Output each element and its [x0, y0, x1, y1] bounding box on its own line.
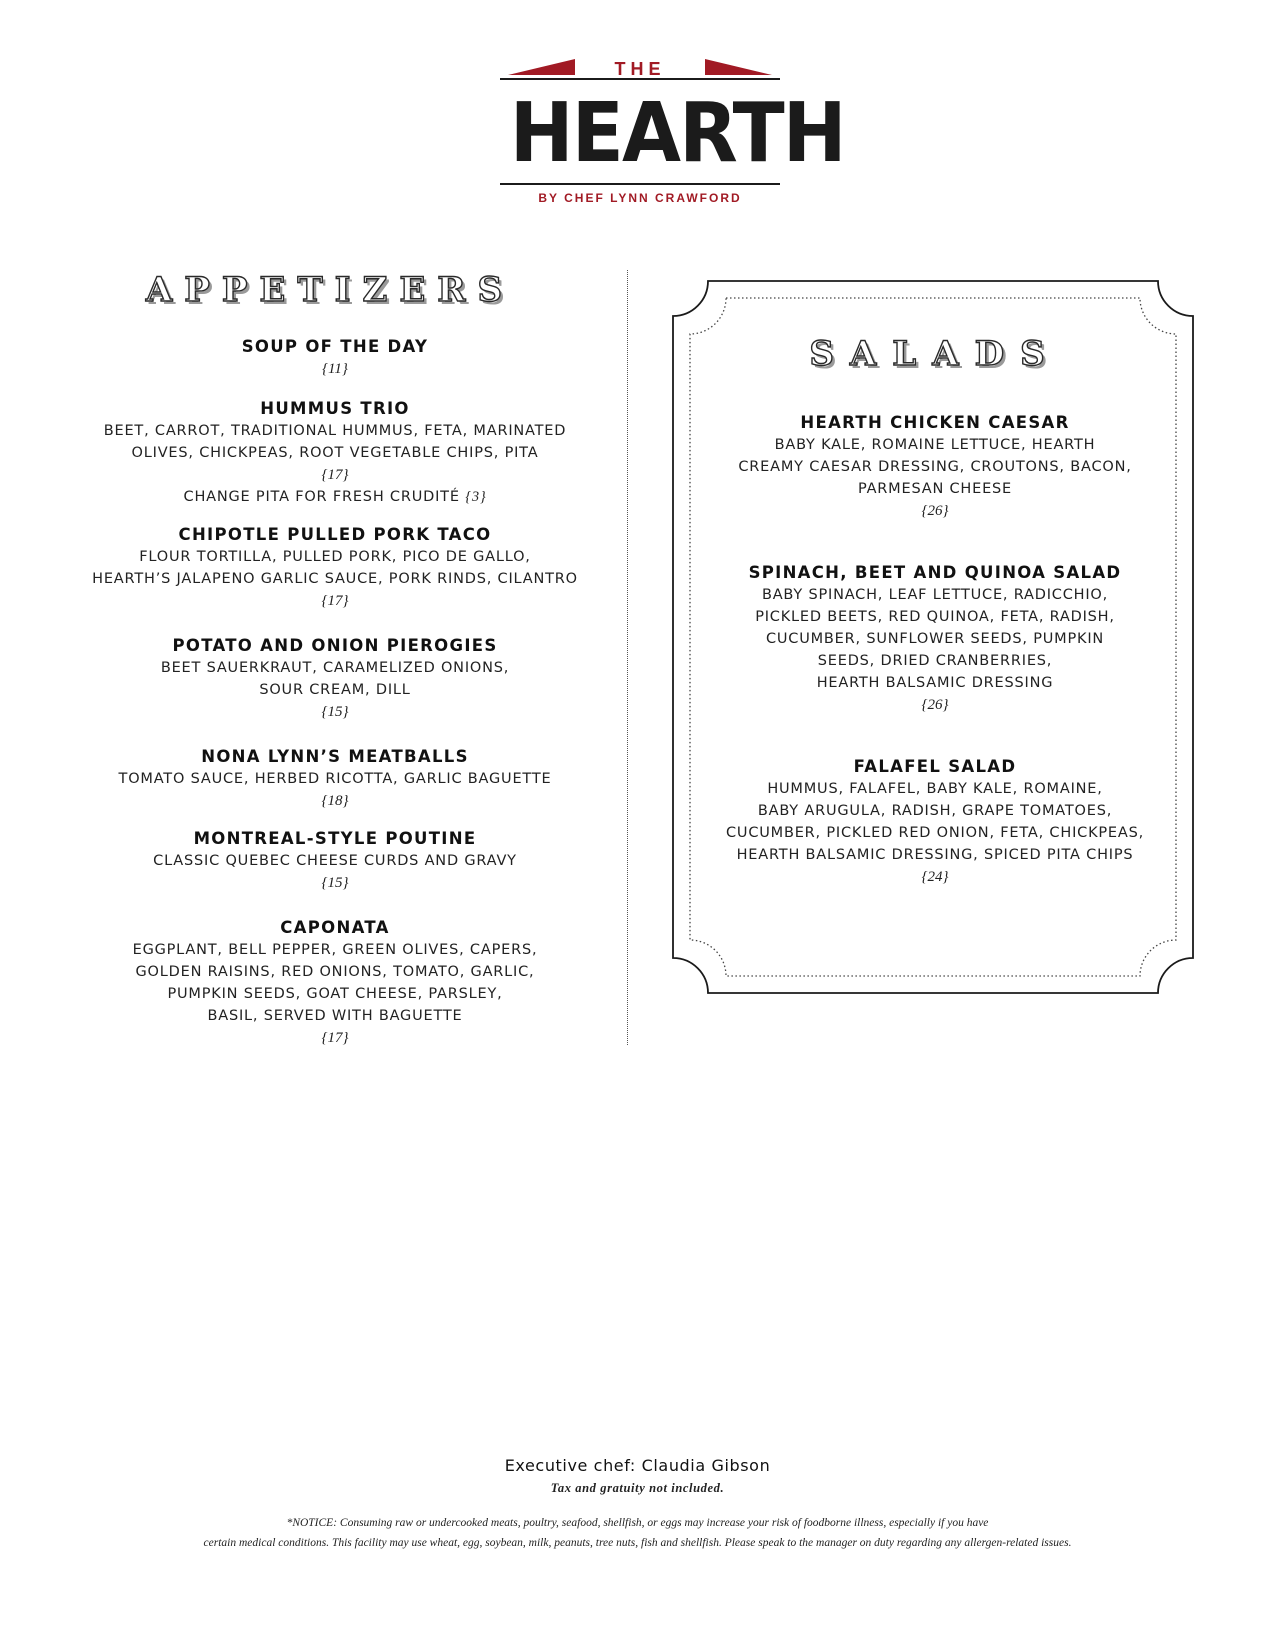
item-price: {11} — [322, 361, 348, 377]
item-description: FLOUR TORTILLA, PULLED PORK, PICO DE GALLO, HEARTH’S JALAPENO GARLIC SAUCE, PORK RINDS, CILANTRO — [92, 549, 578, 587]
item-price: {17} — [321, 1030, 349, 1046]
item-name: FALAFEL SALAD — [853, 757, 1017, 776]
menu-item — [40, 524, 630, 612]
item-name: POTATO AND ONION PIEROGIES — [172, 636, 498, 655]
item-price: {18} — [321, 793, 349, 809]
addon-price: {3} — [465, 489, 487, 505]
item-name: MONTREAL-STYLE POUTINE — [193, 829, 477, 848]
logo-the-text: THE — [614, 59, 666, 79]
item-price: {17} — [321, 467, 349, 483]
item-price: {24} — [921, 869, 949, 885]
item-description: BABY KALE, ROMAINE LETTUCE, HEARTH CREAMY CAESAR DRESSING, CROUTONS, BACON, PARMESAN CHEESE — [738, 437, 1132, 497]
logo-underline — [500, 181, 780, 187]
salads-heading: SALADS — [809, 334, 1061, 374]
item-price: {26} — [921, 503, 949, 519]
item-description: BEET, CARROT, TRADITIONAL HUMMUS, FETA, MARINATED OLIVES, CHICKPEAS, ROOT VEGETABLE CHIPS, PITA — [103, 423, 567, 461]
logo-hearth-text: HEARTH — [509, 86, 845, 181]
item-description: HUMMUS, FALAFEL, BABY KALE, ROMAINE, BABY ARUGULA, RADISH, GRAPE TOMATOES, CUCUMBER, PICKLED RED ONION, FETA, CHICKPEAS, HEARTH BALSAMIC DRESSING, SPICED PITA CHIPS — [725, 781, 1145, 863]
menu-item — [40, 917, 630, 1049]
item-name: HUMMUS TRIO — [260, 399, 410, 418]
item-description: BABY SPINACH, LEAF LETTUCE, RADICCHIO, PICKLED BEETS, RED QUINOA, FETA, RADISH, CUCUMBER, SUNFLOWER SEEDS, PUMPKIN SEEDS, DRIED CRANBERRIES, HEARTH BALSAMIC DRESSING — [755, 587, 1115, 691]
notice-line: certain medical conditions. This facility may use wheat, egg, soybean, milk, peanuts, tree nuts, fish and shellfish. Please speak to the manager on duty regarding any allergen-related issues. — [203, 1537, 1072, 1549]
item-name: SOUP OF THE DAY — [241, 337, 429, 356]
item-description: CLASSIC QUEBEC CHEESE CURDS AND GRAVY — [153, 853, 517, 869]
item-name: NONA LYNN’S MEATBALLS — [201, 747, 469, 766]
appetizers-list — [40, 336, 630, 1049]
item-price: {15} — [321, 875, 349, 891]
logo-byline: BY CHEF LYNN CRAWFORD — [538, 191, 742, 205]
item-name: CHIPOTLE PULLED PORK TACO — [178, 525, 492, 544]
notice-line: *NOTICE: Consuming raw or undercooked meats, poultry, seafood, shellfish, or eggs may increase your risk of foodborne illness, especially if you have — [286, 1517, 989, 1529]
menu-item — [680, 756, 1190, 888]
tax-note: Tax and gratuity not included. — [550, 1481, 725, 1495]
item-description: EGGPLANT, BELL PEPPER, GREEN OLIVES, CAPERS, GOLDEN RAISINS, RED ONIONS, TOMATO, GARLIC, PUMPKIN SEEDS, GOAT CHEESE, PARSLEY, BASIL, SERVED WITH BAGUETTE — [132, 942, 538, 1024]
column-divider — [627, 270, 628, 1045]
menu-item — [40, 746, 630, 812]
item-description: TOMATO SAUCE, HERBED RICOTTA, GARLIC BAGUETTE — [118, 771, 552, 787]
executive-chef: Executive chef: Claudia Gibson — [504, 1456, 771, 1475]
menu-item — [40, 398, 630, 508]
addon-label: CHANGE PITA FOR FRESH CRUDITÉ — [183, 489, 460, 505]
item-name: SPINACH, BEET AND QUINOA SALAD — [748, 563, 1122, 582]
item-name: CAPONATA — [280, 918, 390, 937]
menu-item — [680, 562, 1190, 716]
menu-item — [680, 412, 1190, 522]
item-name: HEARTH CHICKEN CAESAR — [800, 413, 1070, 432]
restaurant-logo — [500, 55, 845, 215]
item-price: {15} — [321, 704, 349, 720]
menu-item — [40, 336, 630, 380]
item-price: {26} — [921, 697, 949, 713]
item-addon — [40, 486, 630, 508]
salads-list — [680, 412, 1190, 888]
menu-item — [40, 635, 630, 723]
allergen-notice — [60, 1513, 1215, 1553]
menu-item — [40, 828, 630, 894]
appetizers-heading: APPETIZERS — [145, 270, 515, 310]
item-description: BEET SAUERKRAUT, CARAMELIZED ONIONS, SOUR CREAM, DILL — [160, 660, 510, 698]
item-price: {17} — [321, 593, 349, 609]
